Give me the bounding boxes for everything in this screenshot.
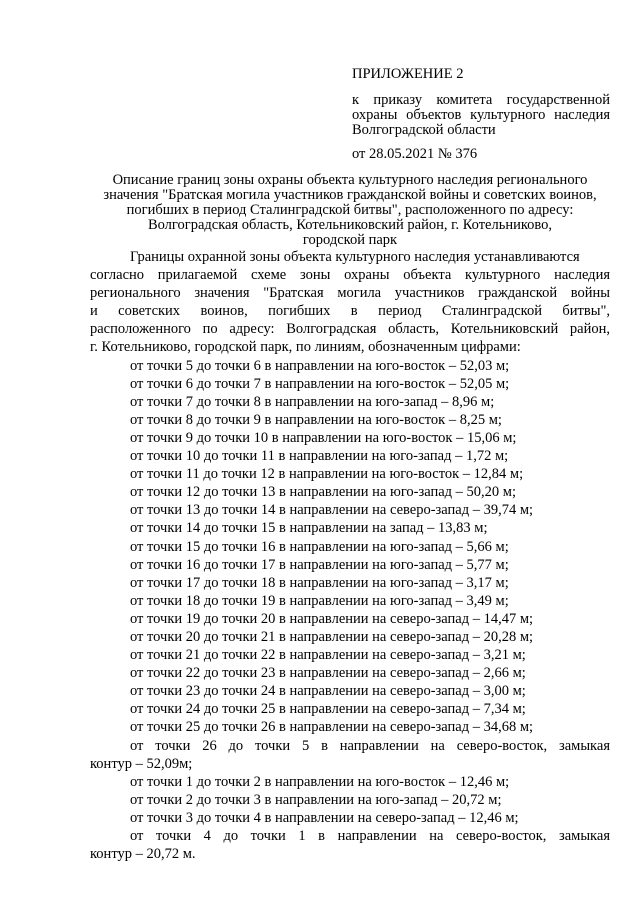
boundary-segment: от точки 6 до точки 7 в направлении на юго-восток – 52,05 м; xyxy=(130,375,510,392)
boundary-segment: от точки 20 до точки 21 в направлении на северо-запад – 20,28 м; xyxy=(130,628,534,645)
title-line: городской парк xyxy=(302,232,398,248)
title-line: Волгоградская область, Котельниковский район, г. Котельниково, xyxy=(147,217,553,233)
boundary-segment: от точки 1 до точки 2 в направлении на юго-восток – 12,46 м; xyxy=(130,773,510,790)
closing-segment: от точки 4 до точки 1 в направлении на северо-восток, замыкая xyxy=(130,828,610,844)
boundary-segment: от точки 25 до точки 26 в направлении на северо-запад – 34,68 м; xyxy=(130,719,534,736)
boundary-segment: от точки 10 до точки 11 в направлении на юго-запад – 1,72 м; xyxy=(130,448,509,465)
title-line: значения "Братская могила участников гражданской войны и советских воинов, xyxy=(103,187,597,203)
boundary-segment: от точки 17 до точки 18 в направлении на юго-запад – 3,17 м; xyxy=(130,574,509,591)
intro-line: г. Котельниково, городской парк, по линиям, обозначенным цифрами: xyxy=(90,339,521,356)
boundary-segment: от точки 3 до точки 4 в направлении на северо-запад – 12,46 м; xyxy=(130,809,519,826)
boundary-segment: от точки 5 до точки 6 в направлении на юго-восток – 52,03 м; xyxy=(130,357,510,374)
boundary-segment: от точки 12 до точки 13 в направлении на юго-запад – 50,20 м; xyxy=(130,484,516,501)
boundary-segment: от точки 11 до точки 12 в направлении на юго-восток – 12,84 м; xyxy=(130,466,524,483)
boundary-segment: от точки 16 до точки 17 в направлении на юго-запад – 5,77 м; xyxy=(130,556,509,573)
boundary-segment: от точки 7 до точки 8 в направлении на юго-запад – 8,96 м; xyxy=(130,393,495,410)
document-title xyxy=(90,173,610,248)
boundary-segment: от точки 19 до точки 20 в направлении на северо-запад – 14,47 м; xyxy=(130,610,534,627)
boundary-segment: от точки 24 до точки 25 в направлении на северо-запад – 7,34 м; xyxy=(130,701,526,718)
document-body xyxy=(90,248,610,863)
boundary-segment: от точки 23 до точки 24 в направлении на северо-запад – 3,00 м; xyxy=(130,683,526,700)
boundary-segment: от точки 21 до точки 22 в направлении на северо-запад – 3,21 м; xyxy=(130,647,526,664)
intro-line: согласно прилагаемой схеме зоны охраны объекта культурного наследия xyxy=(90,267,610,284)
title-line: Описание границ зоны охраны объекта культурного наследия регионального xyxy=(112,172,588,188)
boundary-segment: от точки 13 до точки 14 в направлении на северо-запад – 39,74 м; xyxy=(130,502,534,519)
order-line: к приказу комитета государственной xyxy=(352,92,610,108)
order-line: Волгоградской области xyxy=(352,122,496,138)
boundary-segment: от точки 18 до точки 19 в направлении на юго-запад – 3,49 м; xyxy=(130,592,509,609)
intro-line: расположенного по адресу: Волгоградская область, Котельниковский район, xyxy=(90,321,610,338)
order-line: охраны объектов культурного наследия xyxy=(352,107,610,123)
title-line: погибших в период Сталинградской битвы", расположенного по адресу: xyxy=(126,202,574,218)
boundary-segment: от точки 22 до точки 23 в направлении на северо-запад – 2,66 м; xyxy=(130,665,526,682)
intro-line: регионального значения "Братская могила участников гражданской войны xyxy=(90,285,610,302)
boundary-segment: от точки 9 до точки 10 в направлении на юго-восток – 15,06 м; xyxy=(130,429,517,446)
order-reference xyxy=(352,93,610,138)
intro-line: Границы охранной зоны объекта культурного наследия устанавливаются xyxy=(130,249,580,265)
appendix-label: ПРИЛОЖЕНИЕ 2 xyxy=(352,66,464,82)
boundary-segment: от точки 14 до точки 15 в направлении на запад – 13,83 м; xyxy=(130,520,488,537)
closing-segment-continued: контур – 52,09м; xyxy=(90,755,193,772)
boundary-segment: от точки 8 до точки 9 в направлении на юго-восток – 8,25 м; xyxy=(130,411,502,428)
closing-segment: от точки 26 до точки 5 в направлении на северо-восток, замыкая xyxy=(130,737,610,754)
intro-line: и советских воинов, погибших в период Сталинградской битвы", xyxy=(90,303,610,320)
closing-segment-continued: контур – 20,72 м. xyxy=(90,846,196,863)
boundary-segment: от точки 2 до точки 3 в направлении на юго-запад – 20,72 м; xyxy=(130,791,502,808)
order-date: от 28.05.2021 № 376 xyxy=(352,146,478,162)
boundary-segment: от точки 15 до точки 16 в направлении на юго-запад – 5,66 м; xyxy=(130,538,509,555)
